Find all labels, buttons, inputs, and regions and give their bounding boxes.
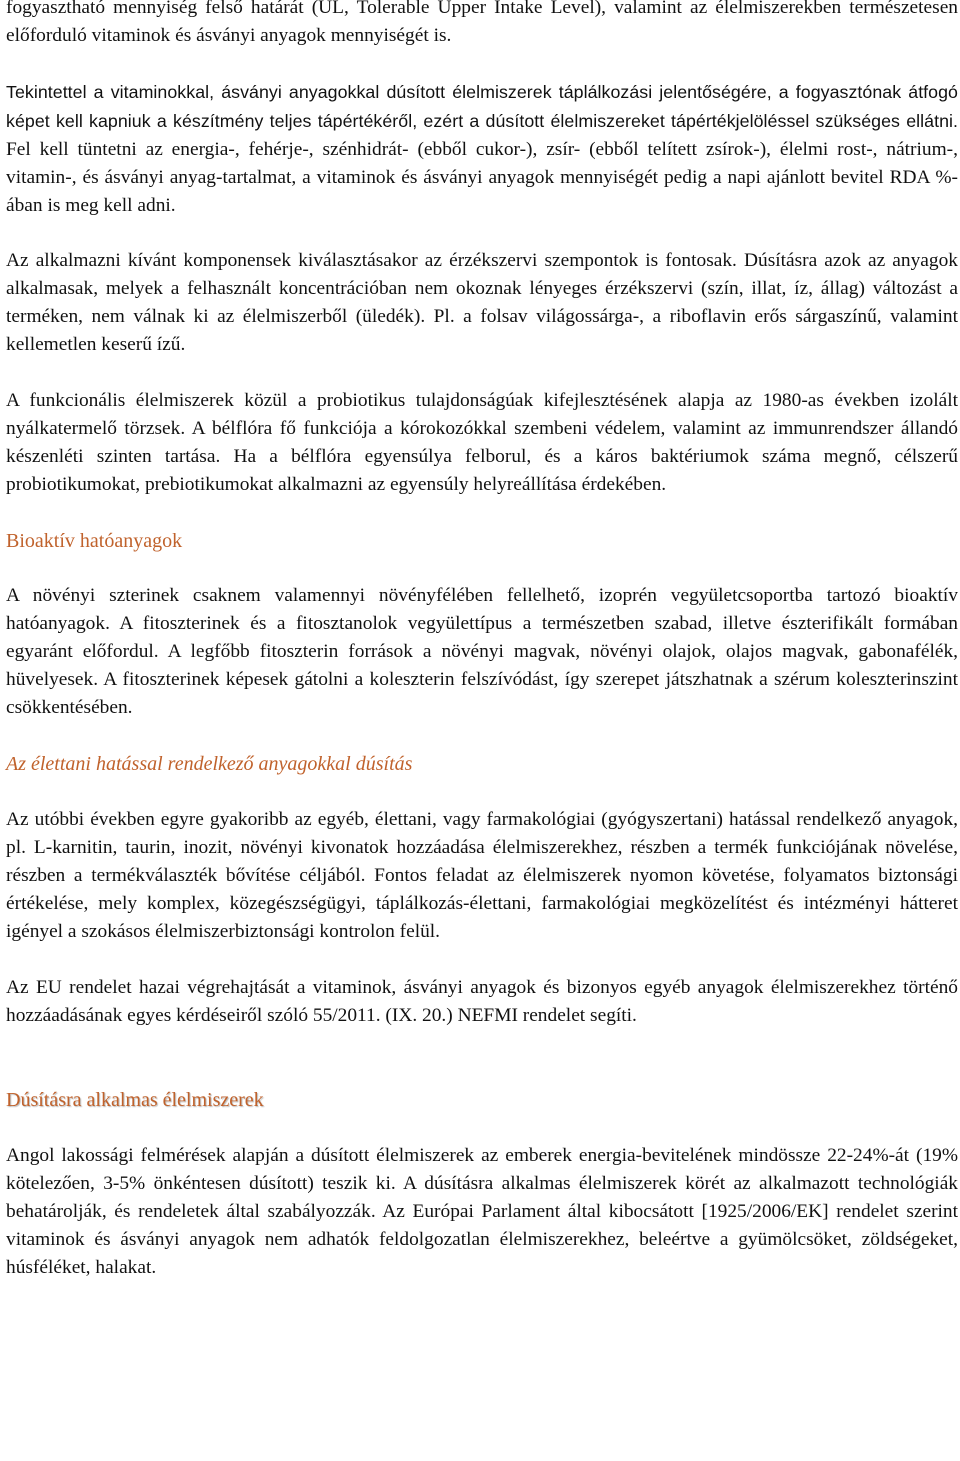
paragraph-probiotics: A funkcionális élelmiszerek közül a probiotikus tulajdonságúak kifejlesztésének alapja az 1980-as években izolált nyálkatermelő törzsek. A bélflóra fő funkciója a kórokozókkal szembeni védelem, valamint az immunrendszer állandó készenléti szinten tartása. Ha a bélflóra egyensúlya felborul, és a káros baktériumok száma megnő, célszerű probiotikumokat, prebiotikumokat alkalmazni az egyensúly helyreállítása érdekében. bbox=[6, 390, 958, 495]
heading-suitable-foods: Dúsításra alkalmas élelmiszerek bbox=[6, 1089, 264, 1111]
paragraph-eu-regulation: Az EU rendelet hazai végrehajtását a vitaminok, ásványi anyagok és bizonyos egyéb anyagok élelmiszerekhez történő hozzáadásának egyes kérdéseiről szóló 55/2011. (IX. 20.) NEFMI rendelet segíti. bbox=[6, 977, 958, 1026]
paragraph-nutrition-labeling bbox=[6, 78, 958, 220]
heading-bioactive: Bioaktív hatóanyagok bbox=[6, 530, 183, 552]
heading-physiological: Az élettani hatással rendelkező anyagokkal dúsítás bbox=[6, 753, 413, 775]
paragraph-physiological-substances: Az utóbbi években egyre gyakoribb az egyéb, élettani, vagy farmakológiai (gyógyszertani) hatással rendelkező anyagok, pl. L-karnitin, taurin, inozit, növényi kivonatok hozzáadása élelmiszerekhez, részben a termék funkciójának növelése, részben a termékválaszték bővítése céljából. Fontos feladat az élelmiszerek nyomon követése, folyamatos biztonsági értékelése, mely komplex, közegészségügyi, táplálkozás-élettani, farmakológiai megközelítést és intézményi hátteret igényel a szokásos élelmiszerbiztonsági kontrolon felül. bbox=[6, 809, 958, 942]
paragraph-nutrition-labeling-serif: Fel kell tüntetni az energia-, fehérje-, szénhidrát- (ebből cukor-), zsír- (ebből telített zsírok-), élelmi rost-, nátrium-, vitamin-, és ásványi anyag-tartalmat, a vitaminok és ásványi anyagok mennyiségét pedig a napi ajánlott bevitel RDA %-ában is meg kell adni. bbox=[6, 139, 958, 216]
paragraph-sensory-aspects: Az alkalmazni kívánt komponensek kiválasztásakor az érzékszervi szempontok is fontosak. Dúsításra azok az anyagok alkalmasak, melyek a felhasznált koncentrációban nem okoznak lényeges érzékszervi (szín, illat, íz, állag) változást a terméken, nem válnak ki az élelmiszerből (üledék). Pl. a folsav világossárga-, a riboflavin erős sárgaszínű, valamint kellemetlen keserű ízű. bbox=[6, 250, 958, 355]
paragraph-nutrition-labeling-sans: Tekintettel a vitaminokkal, ásványi anyagokkal dúsított élelmiszerek táplálkozási jelentőségére, a fogyasztónak átfogó képet kell kapniuk a készítmény teljes tápértékéről, ezért a dúsított élelmiszereket tápértékjelöléssel szükséges ellátni. bbox=[6, 82, 958, 131]
document-page bbox=[6, 0, 958, 1282]
paragraph-suitable-foods: Angol lakossági felmérések alapján a dúsított élelmiszerek az emberek energia-bevitelének mindössze 22-24%-át (19% kötelezően, 3-5% önkéntesen dúsított) teszik ki. A dúsításra alkalmas élelmiszerek körét az alkalmazott technológiák behatárolják, és rendeletek által szabályozzák. Az Európai Parlament által kibocsátott [1925/2006/EK] rendelet szerint vitaminok és ásványi anyagok nem adhatók feldolgozatlan élelmiszerekhez, beleértve a gyümölcsöket, zöldségeket, húsféléket, halakat. bbox=[6, 1145, 958, 1278]
paragraph-phytosterols: A növényi szterinek csaknem valamennyi növényfélében fellelhető, izoprén vegyületcsoportba tartozó bioaktív hatóanyagok. A fitoszterinek és a fitosztanolok vegyülettípus a természetben szabad, illetve észterifikált formában egyaránt előfordul. A legfőbb fitoszterin források a növényi magvak, növényi olajok, olajos magvak, gabonafélék, hüvelyesek. A fitoszterinek képesek gátolni a koleszterin felszívódást, így szerepet játszhatnak a szérum koleszterinszint csökkentésében. bbox=[6, 585, 958, 718]
paragraph-ul-intro: fogyasztható mennyiség felső határát (UL, Tolerable Upper Intake Level), valamint az élelmiszerekben természetesen előforduló vitaminok és ásványi anyagok mennyiségét is. bbox=[6, 0, 958, 46]
